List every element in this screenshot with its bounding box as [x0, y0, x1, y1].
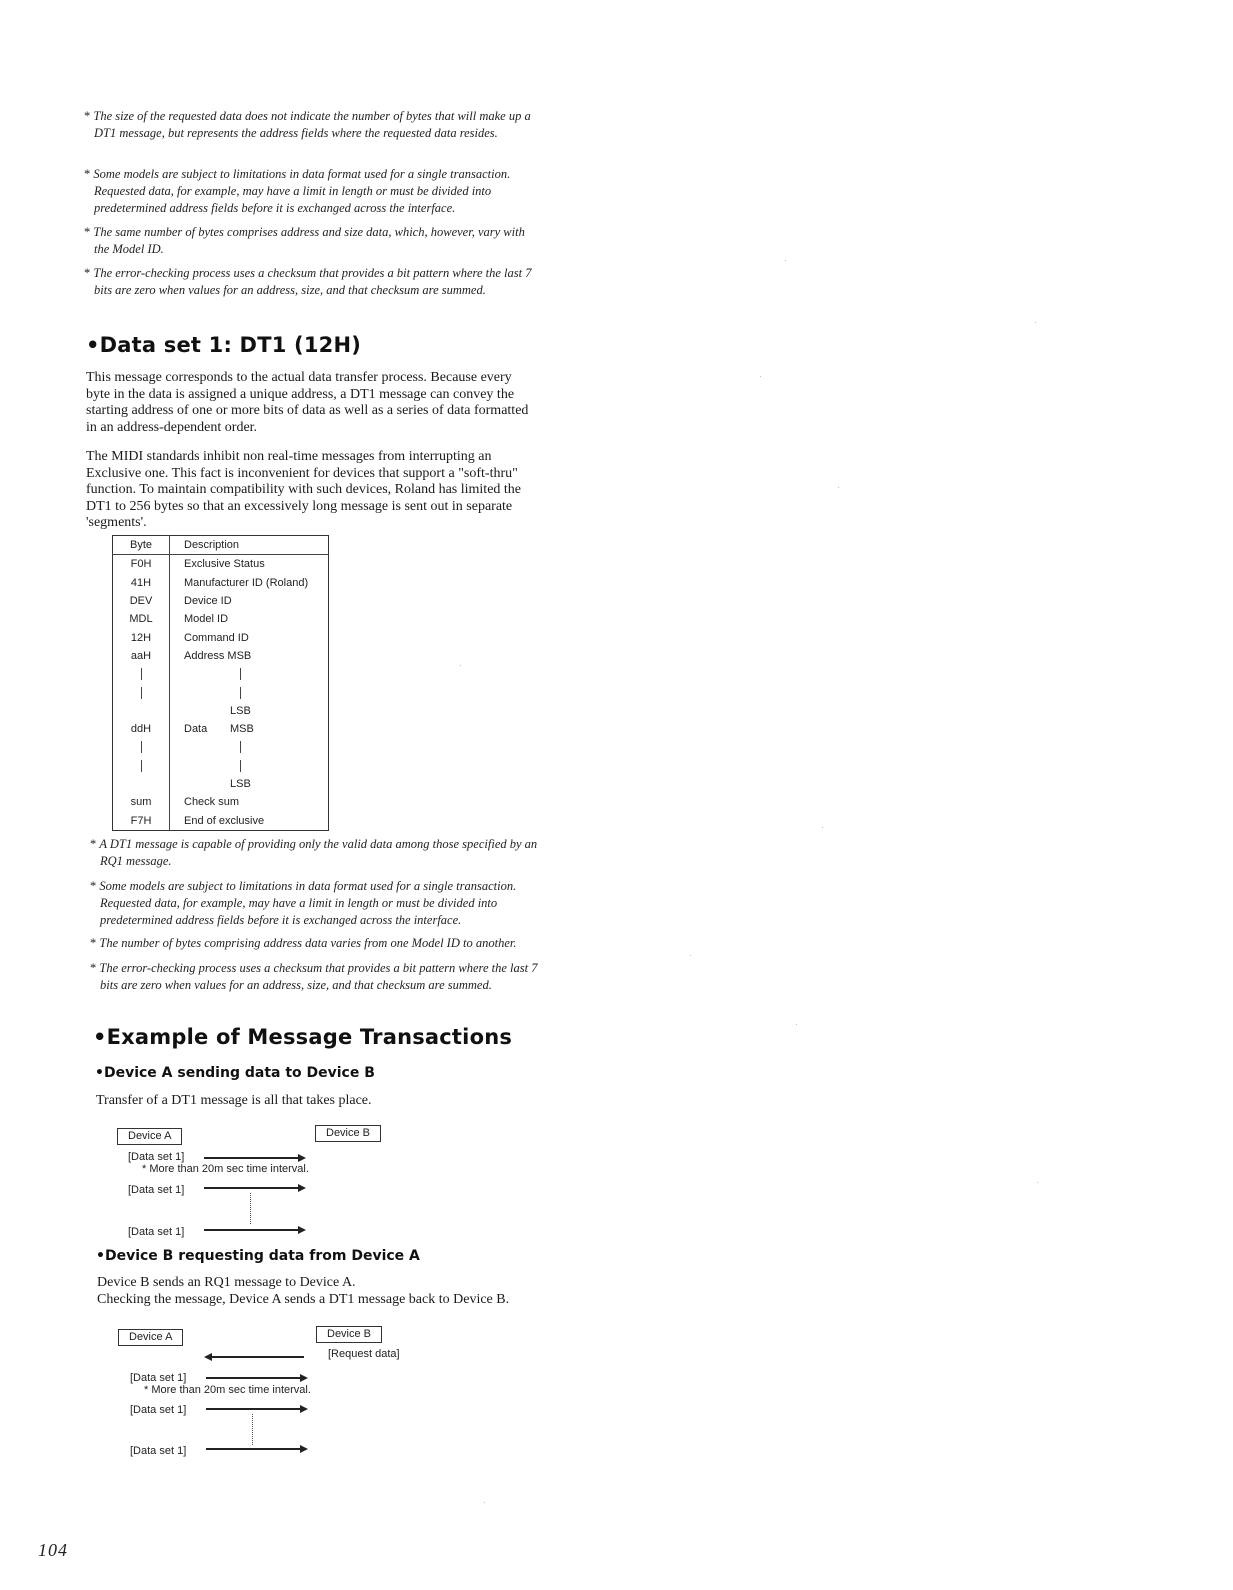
table-note-2: * Some models are subject to limitations in data format used for a single transaction. Requested data, for example, may have a limit in length or must be divided into predetermined address fields before it is exchanged across the interface.: [90, 878, 550, 929]
table-row: [113, 628, 329, 646]
scan-speck: [838, 487, 839, 488]
significance-label: LSB: [230, 778, 251, 790]
top-note-3: * The same number of bytes comprises address and size data, which, however, vary with the Model ID.: [84, 224, 542, 258]
diagram1-label-2: [Data set 1]: [128, 1184, 185, 1196]
significance-label: LSB: [230, 704, 251, 717]
description-cell: [170, 757, 329, 775]
page-number: 104: [38, 1540, 68, 1560]
table-note-4: * The error-checking process uses a checksum that provides a bit pattern where the last 7 bits are zero when values for an address, size, and that checksum are summed.: [90, 960, 550, 994]
scan-speck: [822, 827, 823, 828]
description-cell: Model ID: [184, 613, 229, 626]
description-cell: [170, 720, 329, 738]
dt1-description: [86, 370, 534, 532]
diagram2-arrow-2: [206, 1408, 304, 1410]
significance-label: MSB: [230, 723, 254, 736]
continuation-bar: [141, 687, 142, 699]
diagram2-label-2: [Data set 1]: [130, 1404, 187, 1416]
diagram2-interval-note: * More than 20m sec time interval.: [144, 1384, 311, 1396]
byte-cell: 12H: [113, 628, 170, 646]
byte-cell: DEV: [113, 592, 170, 610]
dt1-byte-table: [112, 535, 329, 831]
description-cell: [170, 738, 329, 756]
description-cell: [170, 702, 329, 720]
table-note-3: * The number of bytes comprising address data varies from one Model ID to another.: [90, 935, 550, 952]
table-row: [113, 811, 329, 830]
description-label: Data: [184, 723, 208, 736]
scan-speck: [796, 1024, 797, 1025]
byte-cell: sum: [113, 793, 170, 811]
table-row: [113, 683, 329, 701]
diagram2-arrow-1: [206, 1377, 304, 1379]
top-note-1: * The size of the requested data does not indicate the number of bytes that will make up a DT1 message, but represents the address fields where the requested data resides.: [84, 108, 542, 142]
byte-cell: [113, 757, 170, 775]
diagram2-label-1: [Data set 1]: [130, 1372, 187, 1384]
scan-speck: [760, 376, 761, 377]
scan-speck: [1035, 322, 1036, 323]
description-cell: Address MSB: [184, 649, 252, 662]
byte-cell: 41H: [113, 574, 170, 592]
table-row: [113, 775, 329, 793]
table-row: [113, 647, 329, 665]
diagram1-interval-note: * More than 20m sec time interval.: [142, 1163, 309, 1175]
scan-speck: [690, 955, 691, 956]
byte-cell: [113, 738, 170, 756]
section-title-examples: •Example of Message Transactions: [93, 1025, 513, 1049]
table-row: [113, 793, 329, 811]
scan-speck: [460, 665, 461, 666]
device-a-box-2: Device A: [118, 1329, 183, 1346]
device-b-box-2: Device B: [316, 1326, 382, 1343]
diagram2-arrow-3: [206, 1448, 304, 1450]
description-cell: Manufacturer ID (Roland): [184, 576, 309, 589]
table-row: [113, 574, 329, 592]
top-note-4: * The error-checking process uses a checksum that provides a bit pattern where the last 7 bits are zero when values for an address, size, and that checksum are summed.: [84, 265, 542, 299]
diagram2-label-3: [Data set 1]: [130, 1445, 187, 1457]
table-header-row: [113, 536, 329, 555]
subsection-a-to-b-text: Transfer of a DT1 message is all that takes place.: [96, 1093, 372, 1108]
continuation-bar: [240, 760, 241, 772]
table-row: [113, 555, 329, 574]
byte-cell: [113, 702, 170, 720]
device-a-box-1: Device A: [117, 1128, 182, 1145]
dt1-paragraph-2: The MIDI standards inhibit non real-time messages from interrupting an Exclusive one. This fact is inconvenient for devices that support a "soft-thru" function. To maintain compatibility with such devices, Roland has limited the DT1 to 256 bytes so that an excessively long message is sent out in separate 'segments'.: [86, 449, 522, 530]
byte-cell: F7H: [113, 811, 170, 830]
table-row: [113, 610, 329, 628]
byte-cell: aaH: [113, 647, 170, 665]
diagram2-interval-line: [252, 1414, 253, 1445]
byte-cell: [113, 775, 170, 793]
table-note-1: * A DT1 message is capable of providing only the valid data among those specified by an RQ1 message.: [90, 836, 550, 870]
continuation-bar: [240, 741, 241, 753]
continuation-bar: [141, 741, 142, 753]
diagram2-request-label: [Request data]: [328, 1348, 400, 1360]
table-row: [113, 592, 329, 610]
diagram1-label-3: [Data set 1]: [128, 1226, 185, 1238]
description-cell: Check sum: [184, 796, 240, 809]
col-header-description: Description: [170, 536, 329, 555]
continuation-bar: [141, 760, 142, 772]
diagram1-arrow-2: [204, 1187, 302, 1189]
continuation-bar: [240, 668, 241, 680]
diagram1-interval-line: [250, 1193, 251, 1224]
table-row: [113, 720, 329, 738]
byte-cell: ddH: [113, 720, 170, 738]
byte-cell: F0H: [113, 555, 170, 574]
scan-speck: [785, 260, 786, 261]
col-header-byte: Byte: [113, 536, 170, 555]
subsection-b-requests-a-text: [97, 1275, 547, 1308]
subsection-title-a-to-b: •Device A sending data to Device B: [95, 1065, 375, 1081]
description-cell: Exclusive Status: [184, 558, 265, 571]
description-cell: Device ID: [184, 595, 232, 608]
byte-cell: [113, 665, 170, 683]
diagram1-arrow-3: [204, 1229, 302, 1231]
scan-speck: [484, 1502, 485, 1503]
description-cell: Command ID: [184, 631, 249, 644]
subsection-b-line-1: Device B sends an RQ1 message to Device A.: [97, 1275, 356, 1290]
description-cell: [170, 665, 329, 683]
continuation-bar: [240, 687, 241, 699]
table-row: [113, 702, 329, 720]
diagram1-label-1: [Data set 1]: [128, 1151, 185, 1163]
continuation-bar: [141, 668, 142, 680]
scan-speck: [1037, 1182, 1038, 1183]
section-title-dt1: •Data set 1: DT1 (12H): [86, 333, 362, 357]
byte-cell: [113, 683, 170, 701]
table-row: [113, 665, 329, 683]
device-b-box-1: Device B: [315, 1125, 381, 1142]
dt1-paragraph-1: This message corresponds to the actual data transfer process. Because every byte in the data is assigned a unique address, a DT1 message can convey the starting address of one or more bits of data as well as a series of data formatted in an address-dependent order.: [86, 370, 529, 435]
description-cell: End of exclusive: [184, 814, 265, 827]
diagram1-arrow-1: [204, 1157, 302, 1159]
byte-cell: MDL: [113, 610, 170, 628]
table-row: [113, 757, 329, 775]
description-cell: [170, 775, 329, 793]
diagram2-request-arrow: [208, 1356, 304, 1358]
subsection-title-b-requests-a: •Device B requesting data from Device A: [96, 1248, 420, 1264]
top-note-2: * Some models are subject to limitations in data format used for a single transaction. Requested data, for example, may have a limit in length or must be divided into predetermined address fields before it is exchanged across the interface.: [84, 166, 542, 217]
description-cell: [170, 683, 329, 701]
subsection-b-line-2: Checking the message, Device A sends a DT1 message back to Device B.: [97, 1291, 510, 1307]
table-body: [113, 555, 329, 830]
table-row: [113, 738, 329, 756]
